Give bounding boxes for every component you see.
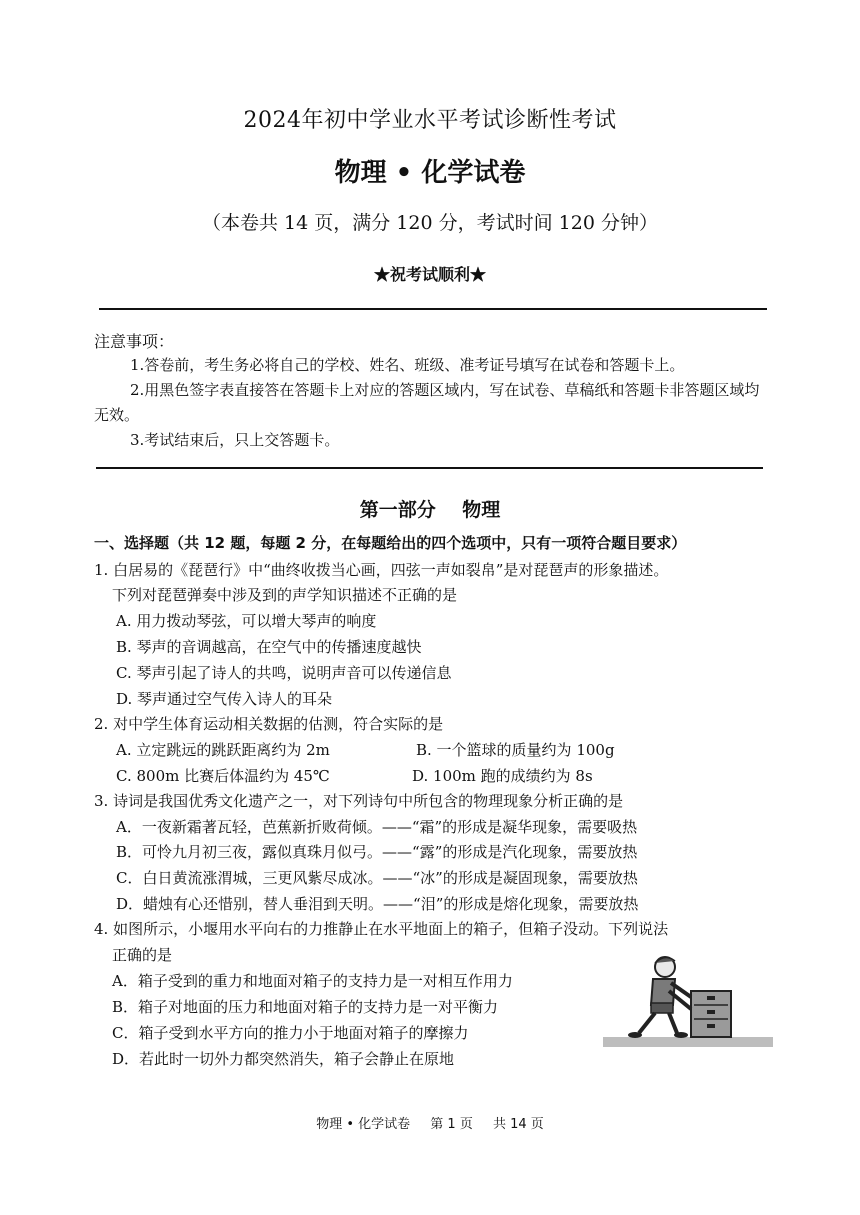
footer-page-number: 第 1 页	[430, 1117, 473, 1132]
box	[691, 991, 731, 1037]
question-2-option-a: A. 立定跳远的跳跃距离约为 2m	[116, 741, 330, 759]
question-4-option-c: C．箱子受到水平方向的推力小于地面对箱子的摩擦力	[112, 1024, 469, 1042]
question-1-option-d: D. 琴声通过空气传入诗人的耳朵	[116, 690, 333, 708]
good-luck-line: ★祝考试顺利★	[373, 265, 486, 284]
question-4-option-d: D．若此时一切外力都突然消失，箱子会静止在原地	[112, 1050, 455, 1068]
boy-pushing-box-figure	[603, 953, 773, 1050]
question-2-option-b: B. 一个篮球的质量约为 100g	[416, 741, 615, 759]
notice-divider	[96, 467, 763, 469]
question-3-stem: 3. 诗词是我国优秀文化遗产之一，对下列诗句中所包含的物理现象分析正确的是	[94, 792, 624, 810]
question-4-option-b: B．箱子对地面的压力和地面对箱子的支持力是一对平衡力	[112, 998, 499, 1016]
part-title: 第一部分 物理	[359, 499, 501, 521]
question-3-option-c: C．白日黄流涨渭城，三更风紫尽成冰。——“冰”的形成是凝固现象，需要放热	[116, 869, 638, 887]
question-3-option-d: D．蜡烛有心还惜别，替人垂泪到天明。——“泪”的形成是熔化现象，需要放热	[116, 895, 639, 913]
ground	[603, 1037, 773, 1047]
exam-info-line: （本卷共 14 页，满分 120 分，考试时间 120 分钟）	[202, 212, 658, 234]
footer-total-pages: 共 14 页	[492, 1117, 544, 1132]
question-1-stem-cont: 下列对琵琶弹奏中涉及到的声学知识描述不正确的是	[112, 586, 458, 604]
question-2-stem: 2. 对中学生体育运动相关数据的估测，符合实际的是	[94, 715, 444, 733]
notice-item-2: 2.用黑色签字表直接答在答题卡上对应的答题区域内，写在试卷、草稿纸和答题卡非答题区域均无效。	[94, 381, 760, 424]
question-4-stem: 4. 如图所示，小堰用水平向右的力推静止在水平地面上的箱子，但箱子没动。下列说法	[94, 920, 669, 938]
question-1-option-c: C. 琴声引起了诗人的共鸣，说明声音可以传递信息	[116, 664, 452, 682]
question-3-option-b: B．可怜九月初三夜，露似真珠月似弓。——“露”的形成是汽化现象，需要放热	[116, 843, 638, 861]
question-1-stem: 1. 白居易的《琵琶行》中“曲终收拨当心画，四弦一声如裂帛”是对琵琶声的形象描述。	[94, 561, 669, 579]
question-1-option-b: B. 琴声的音调越高，在空气中的传播速度越快	[116, 638, 422, 656]
question-4-option-a: A．箱子受到的重力和地面对箱子的支持力是一对相互作用力	[112, 972, 513, 990]
boy	[628, 957, 691, 1038]
question-4-stem-cont: 正确的是	[112, 946, 173, 964]
question-3-option-a: A．一夜新霜著瓦轻，芭蕉新折败荷倾。——“霜”的形成是凝华现象，需要吸热	[116, 818, 638, 836]
notice-item-3: 3.考试结束后，只上交答题卡。	[130, 431, 340, 449]
exam-title: 2024年初中学业水平考试诊断性考试	[243, 108, 617, 133]
question-1-option-a: A. 用力拨动琴弦，可以增大琴声的响度	[116, 612, 377, 630]
page-footer	[0, 1113, 860, 1132]
subject-title: 物理 • 化学试卷	[334, 158, 526, 188]
notice-item-1: 1.答卷前，考生务必将自己的学校、姓名、班级、准考证号填写在试卷和答题卡上。	[130, 356, 685, 374]
question-2-option-d: D. 100m 跑的成绩约为 8s	[412, 767, 593, 785]
top-divider	[99, 308, 767, 310]
question-2-option-c: C. 800m 比赛后体温约为 45℃	[116, 767, 330, 785]
notice-heading: 注意事项：	[94, 332, 175, 351]
section-heading: 一、选择题（共 12 题，每题 2 分，在每题给出的四个选项中，只有一项符合题目要求）	[94, 534, 687, 552]
footer-subject: 物理 • 化学试卷	[316, 1117, 411, 1132]
